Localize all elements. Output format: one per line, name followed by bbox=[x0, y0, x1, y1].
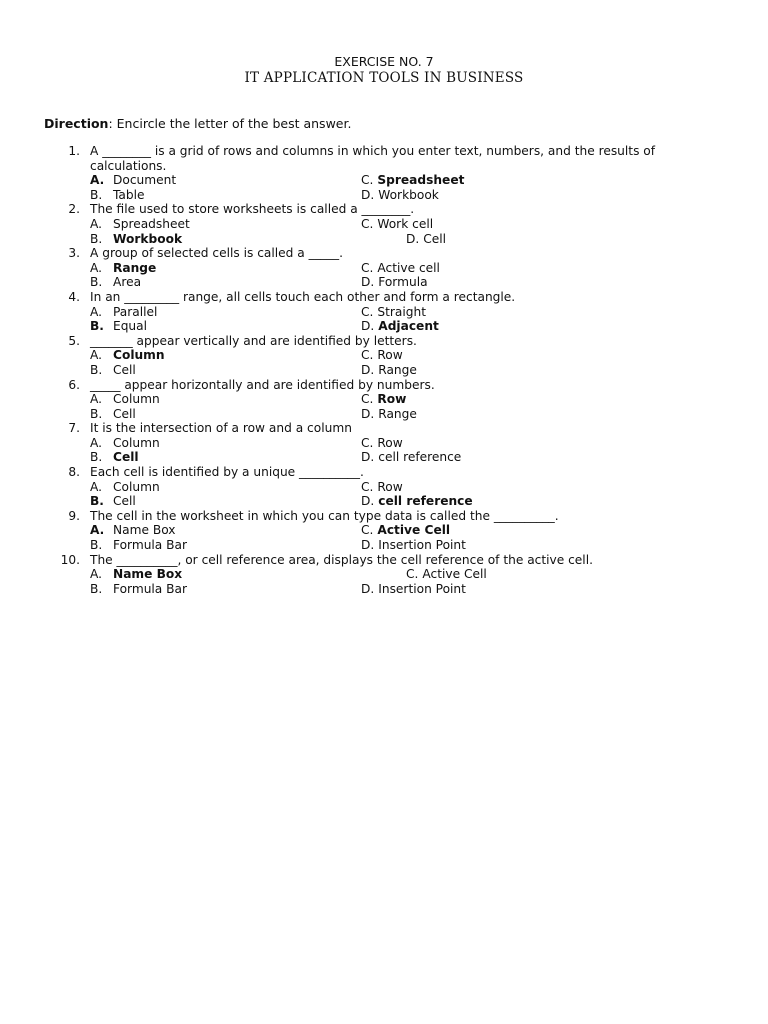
option-row bbox=[44, 217, 734, 232]
option-text: Range bbox=[378, 362, 417, 377]
question-stem bbox=[44, 290, 734, 305]
option-row bbox=[44, 538, 734, 553]
question-stem bbox=[44, 509, 734, 524]
option-letter: A. bbox=[90, 435, 102, 450]
option-row bbox=[44, 523, 734, 538]
option-letter: C. bbox=[361, 216, 374, 231]
option-text: Cell bbox=[423, 231, 447, 246]
option-text: Formula bbox=[378, 275, 428, 290]
answer-option[interactable] bbox=[90, 567, 182, 582]
option-row bbox=[44, 436, 734, 451]
option-text: Equal bbox=[113, 319, 148, 334]
option-letter: C. bbox=[361, 348, 374, 363]
answer-option[interactable] bbox=[361, 188, 439, 203]
answer-option[interactable] bbox=[90, 538, 187, 553]
answer-option[interactable] bbox=[361, 436, 403, 451]
option-text: Column bbox=[113, 392, 160, 407]
answer-option[interactable] bbox=[90, 363, 136, 378]
answer-option[interactable] bbox=[90, 275, 141, 290]
option-letter: B. bbox=[90, 538, 103, 553]
option-letter: D. bbox=[361, 494, 375, 509]
option-letter: A. bbox=[90, 173, 105, 188]
answer-option[interactable] bbox=[90, 173, 176, 188]
answer-option[interactable] bbox=[406, 232, 446, 247]
option-text: Active Cell bbox=[422, 567, 487, 582]
question-item bbox=[44, 290, 734, 334]
question-number: 4. bbox=[68, 289, 80, 304]
answer-option[interactable] bbox=[361, 217, 433, 232]
question-text: A ________ is a grid of rows and columns in which you enter text, numbers, and the results of calculations. bbox=[90, 144, 656, 173]
option-letter: B. bbox=[90, 581, 103, 596]
option-row bbox=[44, 305, 734, 320]
option-row bbox=[44, 567, 734, 582]
option-row bbox=[44, 363, 734, 378]
answer-option[interactable] bbox=[90, 523, 175, 538]
option-text: Document bbox=[113, 173, 177, 188]
option-text: Workbook bbox=[378, 187, 439, 202]
answer-option[interactable] bbox=[361, 494, 473, 509]
question-item bbox=[44, 202, 734, 246]
question-text: Each cell is identified by a unique __________. bbox=[90, 465, 364, 480]
option-letter: D. bbox=[406, 231, 420, 246]
answer-option[interactable] bbox=[90, 494, 136, 509]
option-letter: C. bbox=[361, 523, 374, 538]
option-letter: B. bbox=[90, 494, 104, 509]
option-letter: A. bbox=[90, 479, 102, 494]
exercise-number: EXERCISE NO. 7 bbox=[334, 54, 434, 69]
option-letter: C. bbox=[361, 435, 374, 450]
answer-option[interactable] bbox=[361, 407, 417, 422]
answer-option[interactable] bbox=[361, 538, 466, 553]
direction-text: : Encircle the letter of the best answer. bbox=[108, 116, 352, 131]
question-number: 6. bbox=[68, 377, 80, 392]
answer-option[interactable] bbox=[361, 450, 461, 465]
option-text: Column bbox=[113, 435, 160, 450]
option-text: Range bbox=[113, 260, 157, 275]
answer-option[interactable] bbox=[90, 348, 165, 363]
question-text: It is the intersection of a row and a column bbox=[90, 421, 352, 436]
answer-option[interactable] bbox=[361, 319, 439, 334]
option-text: Row bbox=[377, 348, 403, 363]
direction-label: Direction bbox=[44, 116, 109, 131]
option-letter: C. bbox=[406, 567, 419, 582]
option-text: Column bbox=[113, 348, 165, 363]
direction-line bbox=[44, 116, 351, 131]
option-letter: B. bbox=[90, 406, 103, 421]
question-item bbox=[44, 509, 734, 553]
question-number: 7. bbox=[68, 421, 80, 436]
option-letter: A. bbox=[90, 304, 102, 319]
option-text: Table bbox=[113, 187, 145, 202]
answer-option[interactable] bbox=[90, 436, 160, 451]
option-letter: D. bbox=[361, 450, 375, 465]
option-letter: D. bbox=[361, 406, 375, 421]
exercise-title: IT APPLICATION TOOLS IN BUSINESS bbox=[244, 70, 524, 86]
option-row bbox=[44, 348, 734, 363]
question-text: _____ appear horizontally and are identified by numbers. bbox=[90, 377, 435, 392]
question-stem bbox=[44, 553, 734, 568]
question-text: The file used to store worksheets is called a ________. bbox=[90, 202, 415, 217]
answer-option[interactable] bbox=[90, 232, 182, 247]
answer-option[interactable] bbox=[361, 392, 406, 407]
question-item bbox=[44, 553, 734, 597]
option-row bbox=[44, 319, 734, 334]
option-letter: B. bbox=[90, 362, 103, 377]
answer-option[interactable] bbox=[361, 275, 428, 290]
option-text: Range bbox=[378, 406, 417, 421]
question-item bbox=[44, 421, 734, 465]
question-number: 2. bbox=[68, 202, 80, 217]
answer-option[interactable] bbox=[361, 523, 450, 538]
answer-option[interactable] bbox=[90, 217, 190, 232]
question-item bbox=[44, 334, 734, 378]
answer-option[interactable] bbox=[90, 450, 139, 465]
question-number: 5. bbox=[68, 333, 80, 348]
option-letter: B. bbox=[90, 450, 103, 465]
answer-option[interactable] bbox=[361, 305, 426, 320]
option-row bbox=[44, 480, 734, 495]
option-text: Parallel bbox=[113, 304, 158, 319]
answer-option[interactable] bbox=[406, 567, 487, 582]
question-stem bbox=[44, 202, 734, 217]
option-letter: D. bbox=[361, 538, 375, 553]
question-number: 3. bbox=[68, 246, 80, 261]
option-letter: A. bbox=[90, 348, 102, 363]
option-text: Adjacent bbox=[378, 319, 439, 334]
option-letter: C. bbox=[361, 392, 374, 407]
option-letter: C. bbox=[361, 260, 374, 275]
option-text: Area bbox=[113, 275, 142, 290]
answer-option[interactable] bbox=[90, 392, 160, 407]
option-row bbox=[44, 407, 734, 422]
question-stem bbox=[44, 334, 734, 349]
option-text: Column bbox=[113, 479, 160, 494]
option-letter: A. bbox=[90, 260, 102, 275]
option-text: cell reference bbox=[378, 494, 473, 509]
option-text: Formula Bar bbox=[113, 538, 187, 553]
option-text: Cell bbox=[113, 450, 139, 465]
question-item bbox=[44, 246, 734, 290]
answer-option[interactable] bbox=[90, 407, 136, 422]
option-text: Formula Bar bbox=[113, 581, 187, 596]
option-text: Cell bbox=[113, 494, 136, 509]
option-text: Cell bbox=[113, 362, 136, 377]
question-text: A group of selected cells is called a _____. bbox=[90, 246, 343, 261]
question-text: The __________, or cell reference area, displays the cell reference of the active cell. bbox=[90, 552, 593, 567]
option-letter: D. bbox=[361, 581, 375, 596]
option-letter: D. bbox=[361, 319, 375, 334]
option-letter: D. bbox=[361, 275, 375, 290]
option-text: Spreadsheet bbox=[377, 173, 465, 188]
answer-option[interactable] bbox=[90, 305, 157, 320]
option-text: Work cell bbox=[377, 216, 434, 231]
question-stem bbox=[44, 144, 734, 173]
option-row bbox=[44, 392, 734, 407]
option-text: Spreadsheet bbox=[113, 216, 190, 231]
question-stem bbox=[44, 378, 734, 393]
option-letter: B. bbox=[90, 319, 104, 334]
option-text: Row bbox=[377, 435, 403, 450]
option-text: Name Box bbox=[113, 567, 183, 582]
option-row bbox=[44, 188, 734, 203]
option-letter: A. bbox=[90, 523, 105, 538]
answer-option[interactable] bbox=[90, 188, 145, 203]
option-text: Row bbox=[377, 479, 403, 494]
answer-option[interactable] bbox=[361, 363, 417, 378]
answer-option[interactable] bbox=[361, 173, 464, 188]
option-row bbox=[44, 275, 734, 290]
option-text: Workbook bbox=[113, 231, 183, 246]
question-list bbox=[44, 144, 734, 596]
option-letter: B. bbox=[90, 275, 103, 290]
option-letter: B. bbox=[90, 231, 103, 246]
option-text: Straight bbox=[377, 304, 427, 319]
question-stem bbox=[44, 246, 734, 261]
answer-option[interactable] bbox=[90, 480, 160, 495]
question-item bbox=[44, 378, 734, 422]
option-letter: C. bbox=[361, 479, 374, 494]
option-row bbox=[44, 261, 734, 276]
option-letter: A. bbox=[90, 392, 102, 407]
option-row bbox=[44, 173, 734, 188]
answer-option[interactable] bbox=[90, 319, 147, 334]
option-letter: A. bbox=[90, 567, 102, 582]
option-letter: B. bbox=[90, 187, 103, 202]
option-letter: D. bbox=[361, 187, 375, 202]
option-text: Row bbox=[377, 392, 407, 407]
question-text: In an _________ range, all cells touch each other and form a rectangle. bbox=[90, 289, 516, 304]
question-stem bbox=[44, 465, 734, 480]
option-text: Active Cell bbox=[377, 523, 451, 538]
question-item bbox=[44, 144, 734, 202]
question-number: 9. bbox=[68, 508, 80, 523]
option-letter: C. bbox=[361, 173, 374, 188]
answer-option[interactable] bbox=[90, 582, 187, 597]
answer-option[interactable] bbox=[90, 261, 156, 276]
option-row bbox=[44, 450, 734, 465]
question-stem bbox=[44, 421, 734, 436]
answer-option[interactable] bbox=[361, 480, 403, 495]
option-text: Cell bbox=[113, 406, 136, 421]
option-text: Name Box bbox=[113, 523, 176, 538]
answer-option[interactable] bbox=[361, 348, 403, 363]
question-item bbox=[44, 465, 734, 509]
option-text: Active cell bbox=[377, 260, 440, 275]
option-row bbox=[44, 582, 734, 597]
question-number: 8. bbox=[68, 465, 80, 480]
question-number: 1. bbox=[68, 144, 80, 158]
question-text: The cell in the worksheet in which you can type data is called the __________. bbox=[90, 508, 559, 523]
option-row bbox=[44, 232, 734, 247]
option-text: Insertion Point bbox=[378, 538, 466, 553]
question-number: 10. bbox=[60, 552, 80, 567]
option-letter: A. bbox=[90, 216, 102, 231]
option-text: Insertion Point bbox=[378, 581, 466, 596]
option-text: cell reference bbox=[378, 450, 462, 465]
question-text: _______ appear vertically and are identified by letters. bbox=[90, 333, 417, 348]
option-letter: D. bbox=[361, 362, 375, 377]
answer-option[interactable] bbox=[361, 261, 440, 276]
option-letter: C. bbox=[361, 304, 374, 319]
option-row bbox=[44, 494, 734, 509]
answer-option[interactable] bbox=[361, 582, 466, 597]
